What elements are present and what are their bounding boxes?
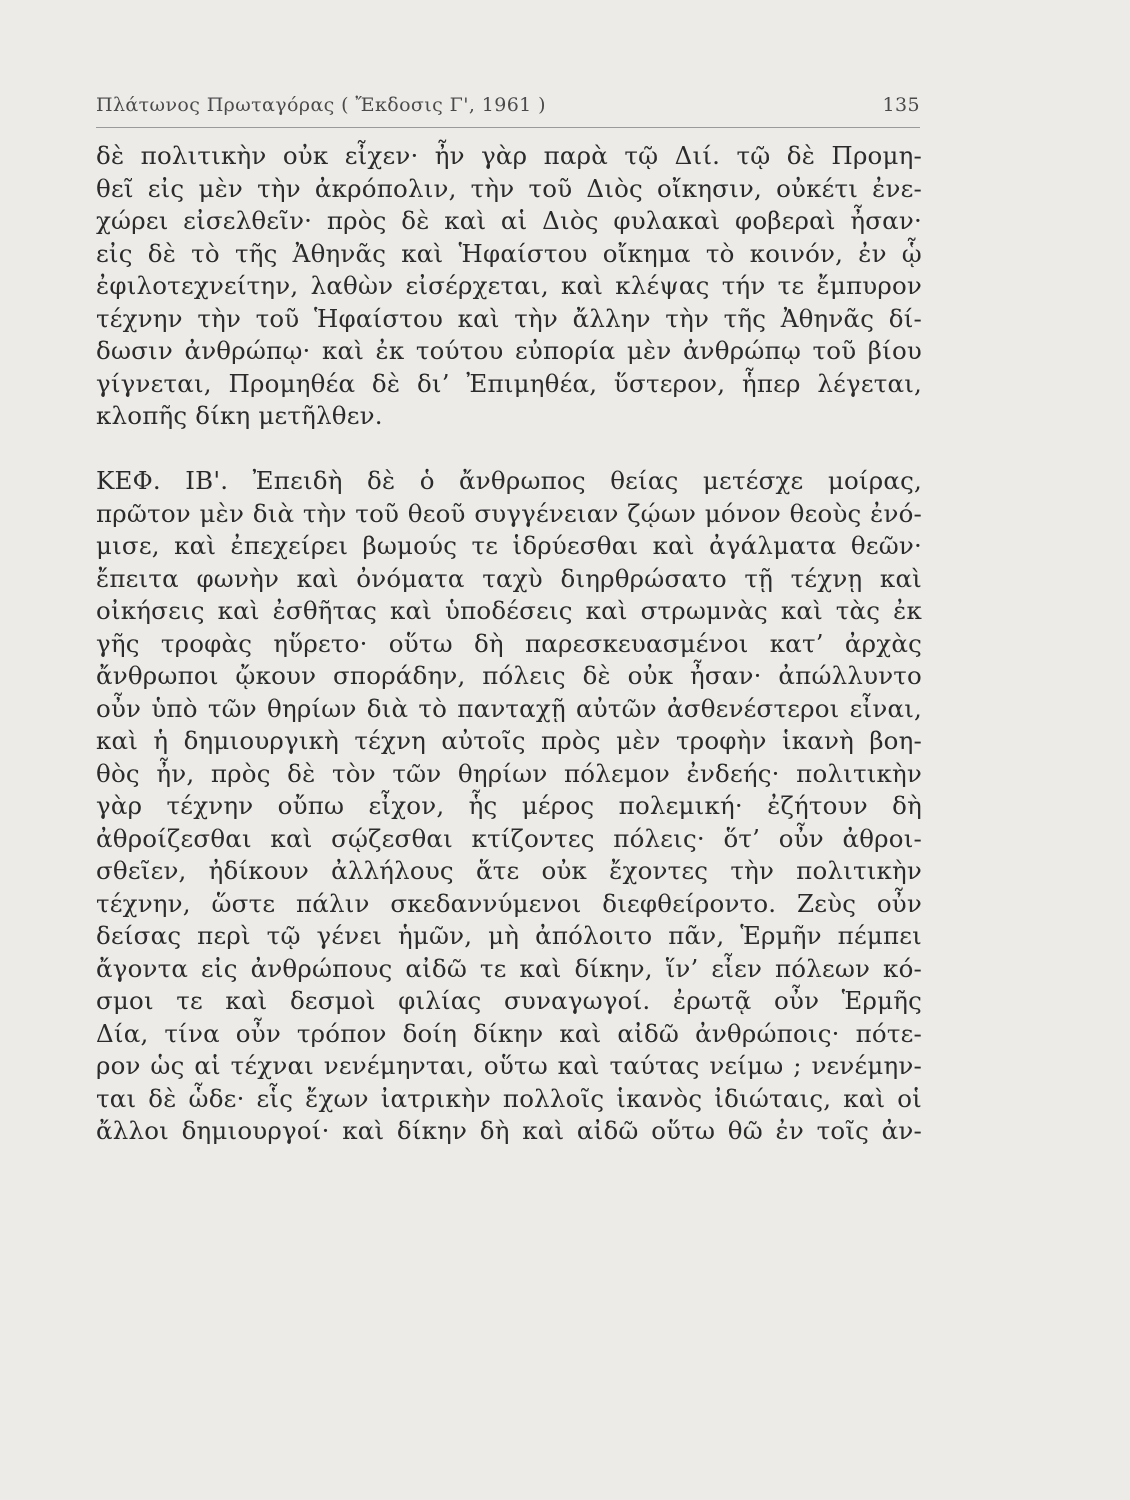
text-line: δείσας περὶ τῷ γένει ἡμῶν, μὴ ἀπόλοιτο πᾶν, Ἑρμῆν πέμπει xyxy=(96,921,922,950)
text-line: εἰς δὲ τὸ τῆς Ἀθηνᾶς καὶ Ἡφαίστου οἴκημα τὸ κοινόν, ἐν ᾧ xyxy=(96,238,922,268)
text-line: ἐφιλοτεχνείτην, λαθὼν εἰσέρχεται, καὶ κλέψας τήν τε ἔμπυρον xyxy=(96,271,922,300)
page-number: 135 xyxy=(882,94,920,116)
text-line: ἄνθρωποι ᾤκουν σποράδην, πόλεις δὲ οὐκ ἦσαν· ἀπώλλυντο xyxy=(96,661,922,690)
chapter-heading-line: ΚΕΦ. ΙΒ'. Ἐπειδὴ δὲ ὁ ἄνθρωπος θείας μετέσχε μοίρας, xyxy=(96,466,922,495)
text-line: θεῖ εἰς μὲν τὴν ἀκρόπολιν, τὴν τοῦ Διὸς οἴκησιν, οὐκέτι ἐνε- xyxy=(96,173,922,203)
text-line: δωσιν ἀνθρώπῳ· καὶ ἐκ τούτου εὐπορία μὲν ἀνθρώπῳ τοῦ βίου xyxy=(96,336,922,365)
header-rule xyxy=(96,127,920,128)
text-line: τέχνην, ὥστε πάλιν σκεδαννύμενοι διεφθείροντο. Ζεὺς οὖν xyxy=(96,888,922,918)
running-header xyxy=(96,94,920,116)
text-line: οὖν ὑπὸ τῶν θηρίων διὰ τὸ πανταχῇ αὐτῶν ἀσθενέστεροι εἶναι, xyxy=(96,693,922,723)
text-line: κλοπῆς δίκη μετῆλθεν. xyxy=(96,401,383,430)
text-line: χώρει εἰσελθεῖν· πρὸς δὲ καὶ αἱ Διὸς φυλακαὶ φοβεραὶ ἦσαν· xyxy=(96,206,922,235)
text-line: ἀθροίζεσθαι καὶ σῴζεσθαι κτίζοντες πόλεις· ὅτ’ οὖν ἀθροι- xyxy=(96,823,922,853)
text-line: ται δὲ ὧδε· εἷς ἔχων ἰατρικὴν πολλοῖς ἱκανὸς ἰδιώταις, καὶ οἱ xyxy=(96,1083,922,1113)
paragraph-1 xyxy=(96,140,922,433)
text-line: ἄλλοι δημιουργοί· καὶ δίκην δὴ καὶ αἰδῶ οὕτω θῶ ἐν τοῖς ἀν- xyxy=(96,1116,922,1145)
text-line: πρῶτον μὲν διὰ τὴν τοῦ θεοῦ συγγένειαν ζῴων μόνον θεοὺς ἐνό- xyxy=(96,498,922,528)
text-line: ρον ὡς αἱ τέχναι νενέμηνται, οὕτω καὶ ταύτας νείμω ; νενέμην- xyxy=(96,1051,922,1080)
text-line: ἄγοντα εἰς ἀνθρώπους αἰδῶ τε καὶ δίκην, ἵν’ εἶεν πόλεων κό- xyxy=(96,953,922,983)
text-line: ἔπειτα φωνὴν καὶ ὀνόματα ταχὺ διηρθρώσατο τῇ τέχνῃ καὶ xyxy=(96,563,922,593)
paragraph-2 xyxy=(96,465,922,1148)
text-line: γὰρ τέχνην οὔπω εἶχον, ἧς μέρος πολεμική· ἐζήτουν δὴ xyxy=(96,791,922,820)
text-line: θὸς ἦν, πρὸς δὲ τὸν τῶν θηρίων πόλεμον ἐνδεής· πολιτικὴν xyxy=(96,758,922,788)
text-line: γῆς τροφὰς ηὕρετο· οὕτω δὴ παρεσκευασμένοι κατ’ ἀρχὰς xyxy=(96,628,922,658)
text-line: σθεῖεν, ἠδίκουν ἀλλήλους ἅτε οὐκ ἔχοντες τὴν πολιτικὴν xyxy=(96,856,922,885)
header-title: Πλάτωνος Πρωταγόρας ( Ἔκδοσις Γ', 1961 ) xyxy=(96,94,546,116)
text-line: δὲ πολιτικὴν οὐκ εἶχεν· ἦν γὰρ παρὰ τῷ Διί. τῷ δὲ Προμη- xyxy=(96,141,922,170)
text-line: καὶ ἡ δημιουργικὴ τέχνη αὐτοῖς πρὸς μὲν τροφὴν ἱκανὴ βοη- xyxy=(96,726,922,755)
text-line: σμοι τε καὶ δεσμοὶ φιλίας συναγωγοί. ἐρωτᾷ οὖν Ἑρμῆς xyxy=(96,986,922,1015)
body-text xyxy=(96,140,922,1148)
paragraph-gap xyxy=(96,433,922,466)
text-line: γίγνεται, Προμηθέα δὲ δι’ Ἐπιμηθέα, ὕστερον, ἧπερ λέγεται, xyxy=(96,368,922,398)
text-line: τέχνην τὴν τοῦ Ἡφαίστου καὶ τὴν ἄλλην τὴν τῆς Ἀθηνᾶς δί- xyxy=(96,303,922,333)
text-line: οἰκήσεις καὶ ἐσθῆτας καὶ ὑποδέσεις καὶ στρωμνὰς καὶ τὰς ἐκ xyxy=(96,596,922,625)
text-line: μισε, καὶ ἐπεχείρει βωμούς τε ἱδρύεσθαι καὶ ἀγάλματα θεῶν· xyxy=(96,531,922,560)
text-line: Δία, τίνα οὖν τρόπον δοίη δίκην καὶ αἰδῶ ἀνθρώποις· πότε- xyxy=(96,1018,922,1048)
